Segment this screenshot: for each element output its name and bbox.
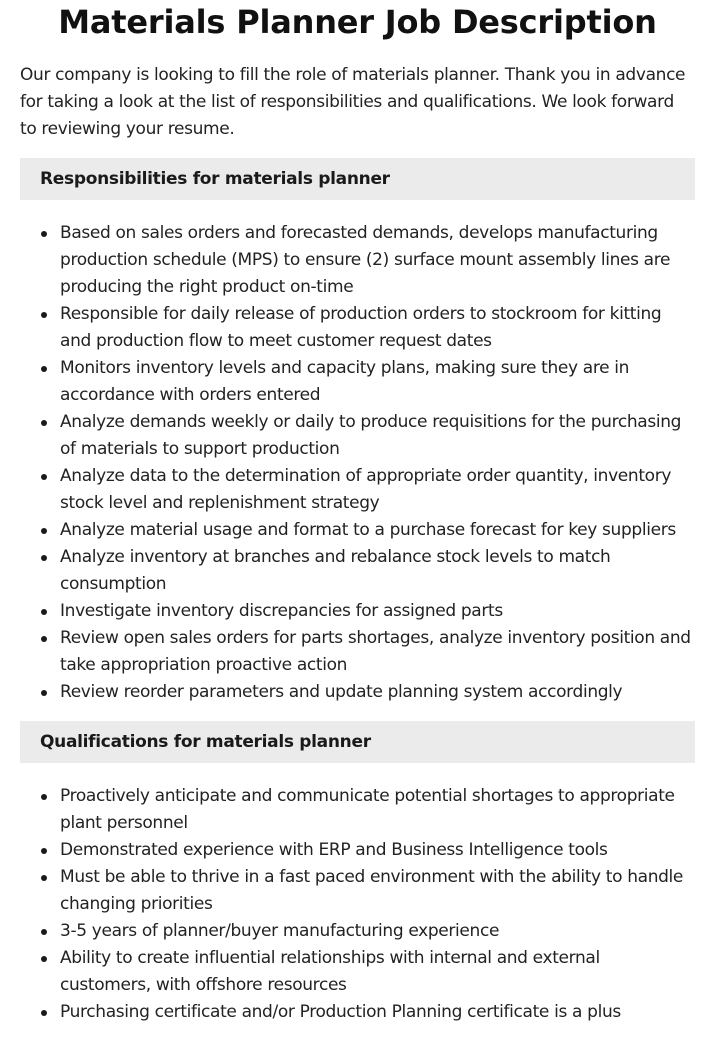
list-item-text: Ability to create influential relationships with internal and external customers, with offshore resources [60, 948, 600, 995]
list-item [20, 783, 695, 837]
list-item-text: Purchasing certificate and/or Production Planning certificate is a plus [60, 1002, 621, 1022]
list-item [20, 945, 695, 999]
list-item [20, 679, 695, 706]
list-item-text: 3-5 years of planner/buyer manufacturing experience [60, 921, 500, 941]
list-item-text: Investigate inventory discrepancies for assigned parts [60, 601, 503, 621]
bullet-icon [41, 875, 47, 881]
list-item-text: Analyze material usage and format to a purchase forecast for key suppliers [60, 520, 676, 540]
list-item-text: Analyze data to the determination of appropriate order quantity, inventory stock level and replenishment strategy [60, 466, 672, 513]
list-item [20, 463, 695, 517]
page-title: Materials Planner Job Description [58, 3, 657, 41]
list-item [20, 918, 695, 945]
list-item-text: Responsible for daily release of production orders to stockroom for kitting and production flow to meet customer request dates [60, 304, 662, 351]
list-item [20, 999, 695, 1026]
bullet-icon [41, 528, 47, 534]
list-item [20, 598, 695, 625]
list-item [20, 355, 695, 409]
bullet-icon [41, 690, 47, 696]
list-item-text: Analyze demands weekly or daily to produce requisitions for the purchasing of materials to support production [60, 412, 682, 459]
responsibilities-heading: Responsibilities for materials planner [20, 158, 695, 200]
list-item-text: Proactively anticipate and communicate potential shortages to appropriate plant personnel [60, 786, 675, 833]
list-item-text: Review open sales orders for parts shortages, analyze inventory position and take appropriation proactive action [60, 628, 691, 675]
bullet-icon [41, 929, 47, 935]
list-item-text: Based on sales orders and forecasted demands, develops manufacturing production schedule (MPS) to ensure (2) surface mount assembly lines are producing the right product on-time [60, 223, 671, 297]
bullet-icon [41, 474, 47, 480]
bullet-icon [41, 1010, 47, 1016]
list-item-text: Review reorder parameters and update planning system accordingly [60, 682, 623, 702]
list-item-text: Analyze inventory at branches and rebalance stock levels to match consumption [60, 547, 611, 594]
list-item [20, 625, 695, 679]
bullet-icon [41, 312, 47, 318]
bullet-icon [41, 636, 47, 642]
bullet-icon [41, 794, 47, 800]
bullet-icon [41, 956, 47, 962]
list-item-text: Demonstrated experience with ERP and Business Intelligence tools [60, 840, 608, 860]
list-item [20, 837, 695, 864]
qualifications-list [20, 783, 695, 1026]
list-item-text: Monitors inventory levels and capacity plans, making sure they are in accordance with orders entered [60, 358, 630, 405]
bullet-icon [41, 366, 47, 372]
list-item [20, 544, 695, 598]
list-item [20, 517, 695, 544]
list-item [20, 409, 695, 463]
list-item [20, 301, 695, 355]
bullet-icon [41, 231, 47, 237]
list-item [20, 220, 695, 301]
bullet-icon [41, 609, 47, 615]
qualifications-heading: Qualifications for materials planner [20, 721, 695, 763]
bullet-icon [41, 848, 47, 854]
list-item [20, 864, 695, 918]
list-item-text: Must be able to thrive in a fast paced environment with the ability to handle changing priorities [60, 867, 684, 914]
intro-paragraph: Our company is looking to fill the role of materials planner. Thank you in advance for taking a look at the list of responsibilities and qualifications. We look forward to reviewing your resume. [20, 65, 686, 139]
responsibilities-list [20, 220, 695, 706]
bullet-icon [41, 420, 47, 426]
bullet-icon [41, 555, 47, 561]
